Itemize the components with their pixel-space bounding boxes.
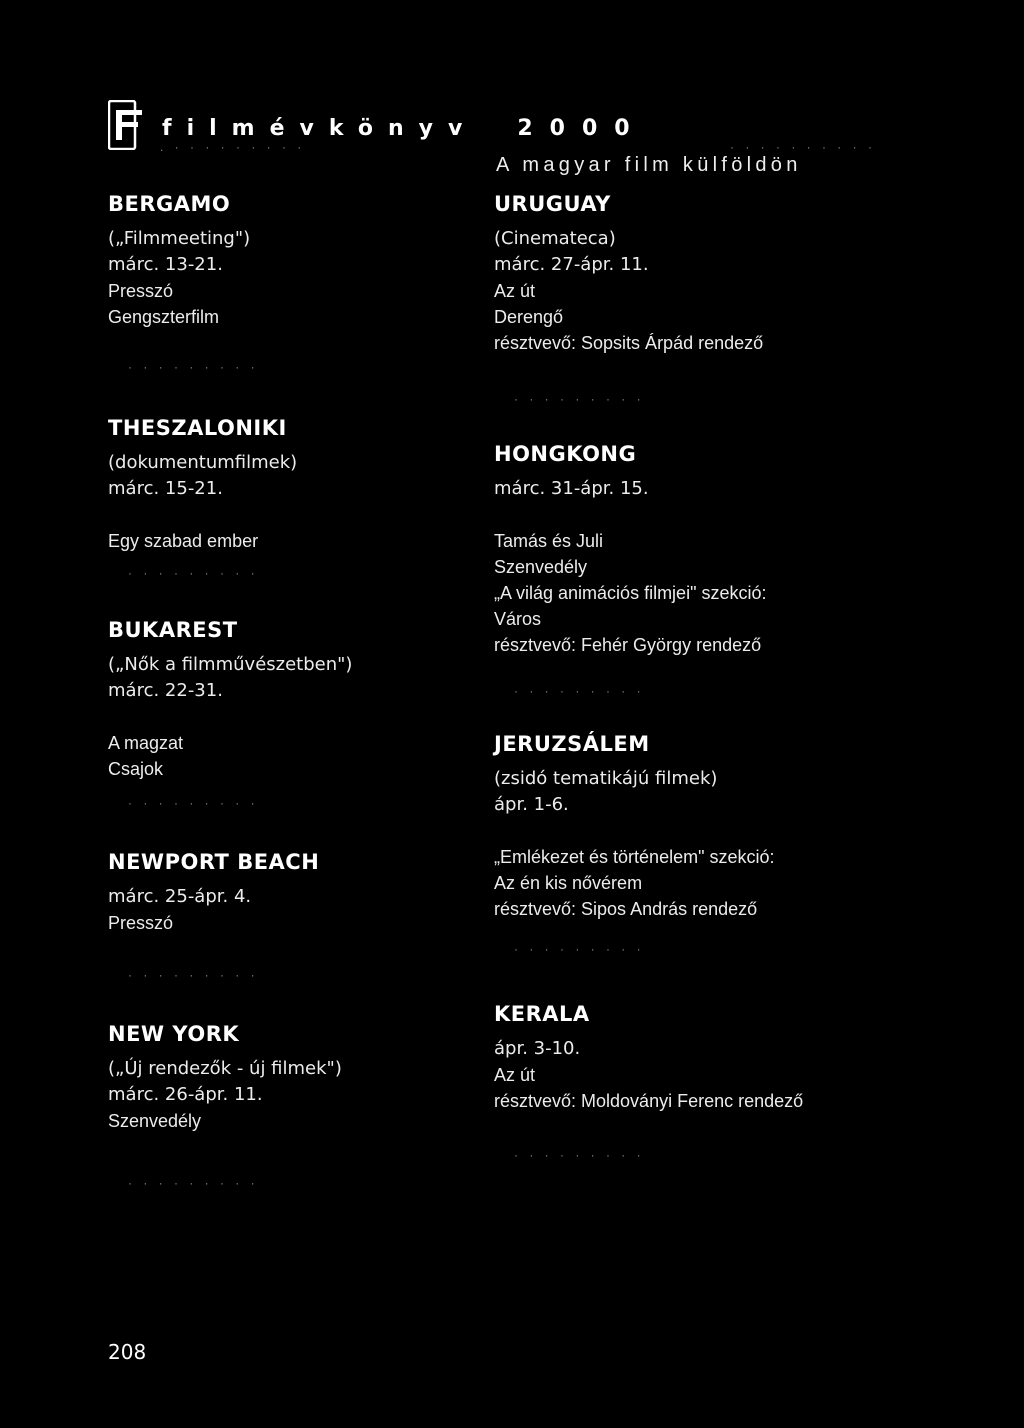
festival-city: THESZALONIKI bbox=[108, 416, 287, 440]
festival-detail-line: Presszó bbox=[108, 913, 174, 933]
festival-detail-line: Az út bbox=[494, 281, 536, 301]
festival-detail-line bbox=[494, 502, 914, 528]
book-year: 2000 bbox=[517, 116, 647, 141]
festival-detail-line: résztvevő: Sipos András rendező bbox=[494, 899, 758, 919]
festival-detail-line: „Emlékezet és történelem" szekció: bbox=[494, 847, 775, 867]
decorative-dots: · · · · · · · · · bbox=[128, 566, 259, 580]
book-title bbox=[162, 116, 647, 141]
festival-detail-line: Város bbox=[494, 609, 542, 629]
festival-entry bbox=[494, 1000, 914, 1114]
festival-detail-line: A magzat bbox=[108, 733, 184, 753]
festival-detail-line: résztvevő: Moldoványi Ferenc rendező bbox=[494, 1091, 804, 1111]
festival-detail-line: résztvevő: Sopsits Árpád rendező bbox=[494, 333, 764, 353]
festival-detail-line: Derengő bbox=[494, 307, 564, 327]
festival-entry bbox=[494, 730, 914, 922]
festival-city: NEW YORK bbox=[108, 1022, 240, 1046]
festival-detail-line: márc. 13-21. bbox=[108, 254, 223, 275]
festival-detail-line: márc. 26-ápr. 11. bbox=[108, 1084, 263, 1105]
festival-city: JERUZSÁLEM bbox=[494, 732, 650, 756]
festival-entry bbox=[108, 848, 528, 936]
decorative-dots: · · · · · · · · · bbox=[128, 1176, 259, 1190]
festival-city: NEWPORT BEACH bbox=[108, 850, 320, 874]
festival-detail-line: (Cinemateca) bbox=[494, 228, 616, 249]
decorative-dots: · · · · · · · · · bbox=[128, 796, 259, 810]
decorative-dots: · · · · · · · · · bbox=[514, 1148, 645, 1162]
decorative-dots: · · · · · · · · · bbox=[514, 392, 645, 406]
festival-entry bbox=[108, 616, 528, 782]
decorative-dots: · · · · · · · · · bbox=[514, 942, 645, 956]
festival-city: KERALA bbox=[494, 1002, 590, 1026]
festival-city: URUGUAY bbox=[494, 192, 611, 216]
festival-detail-line: márc. 22-31. bbox=[108, 680, 223, 701]
festival-detail-line: Gengszterfilm bbox=[108, 307, 220, 327]
festival-detail-line bbox=[108, 502, 528, 528]
decorative-dots: · · · · · · · · · bbox=[128, 360, 259, 374]
decorative-dots: . · · · · · · · · · bbox=[160, 140, 306, 154]
festival-detail-line: Szenvedély bbox=[494, 557, 588, 577]
festival-detail-line: Presszó bbox=[108, 281, 174, 301]
festival-detail-line: márc. 27-ápr. 11. bbox=[494, 254, 649, 275]
festival-detail-line: márc. 15-21. bbox=[108, 478, 223, 499]
festival-entry bbox=[494, 190, 914, 356]
festival-detail-line: Az én kis nővérem bbox=[494, 873, 643, 893]
festival-city: BUKAREST bbox=[108, 618, 238, 642]
section-subtitle: A magyar film külföldön bbox=[496, 154, 802, 176]
festival-detail-line: Egy szabad ember bbox=[108, 531, 259, 551]
festival-entry bbox=[108, 190, 528, 330]
festival-detail-line bbox=[494, 818, 914, 844]
decorative-dots: · · · · · · · · · bbox=[514, 684, 645, 698]
festival-detail-line: („Nők a filmművészetben") bbox=[108, 654, 353, 675]
festival-detail-line: résztvevő: Fehér György rendező bbox=[494, 635, 762, 655]
festival-detail-line: Szenvedély bbox=[108, 1111, 202, 1131]
festival-entry bbox=[108, 414, 528, 554]
festival-detail-line: Csajok bbox=[108, 759, 164, 779]
festival-detail-line: Az út bbox=[494, 1065, 536, 1085]
festival-entry bbox=[494, 440, 914, 658]
festival-detail-line: ápr. 1-6. bbox=[494, 794, 569, 815]
festival-detail-line: márc. 31-ápr. 15. bbox=[494, 478, 649, 499]
festival-detail-line: márc. 25-ápr. 4. bbox=[108, 886, 252, 907]
festival-entry bbox=[108, 1020, 528, 1134]
filmevkonyv-logo-icon bbox=[108, 100, 148, 150]
festival-city: HONGKONG bbox=[494, 442, 637, 466]
festival-detail-line: (zsidó tematikájú filmek) bbox=[494, 768, 718, 789]
festival-detail-line bbox=[108, 704, 528, 730]
festival-city: BERGAMO bbox=[108, 192, 231, 216]
festival-detail-line: (dokumentumfilmek) bbox=[108, 452, 298, 473]
book-title-text: filmévkönyv bbox=[162, 116, 478, 141]
festival-detail-line: Tamás és Juli bbox=[494, 531, 604, 551]
decorative-dots: · · · · · · · · · bbox=[128, 968, 259, 982]
decorative-dots: · · · · · · · · · · bbox=[730, 140, 876, 154]
festival-detail-line: „A világ animációs filmjei" szekció: bbox=[494, 583, 767, 603]
page-number: 208 bbox=[108, 1340, 147, 1364]
festival-detail-line: ápr. 3-10. bbox=[494, 1038, 581, 1059]
festival-detail-line: („Új rendezők - új filmek") bbox=[108, 1058, 342, 1079]
festival-detail-line: („Filmmeeting") bbox=[108, 228, 251, 249]
